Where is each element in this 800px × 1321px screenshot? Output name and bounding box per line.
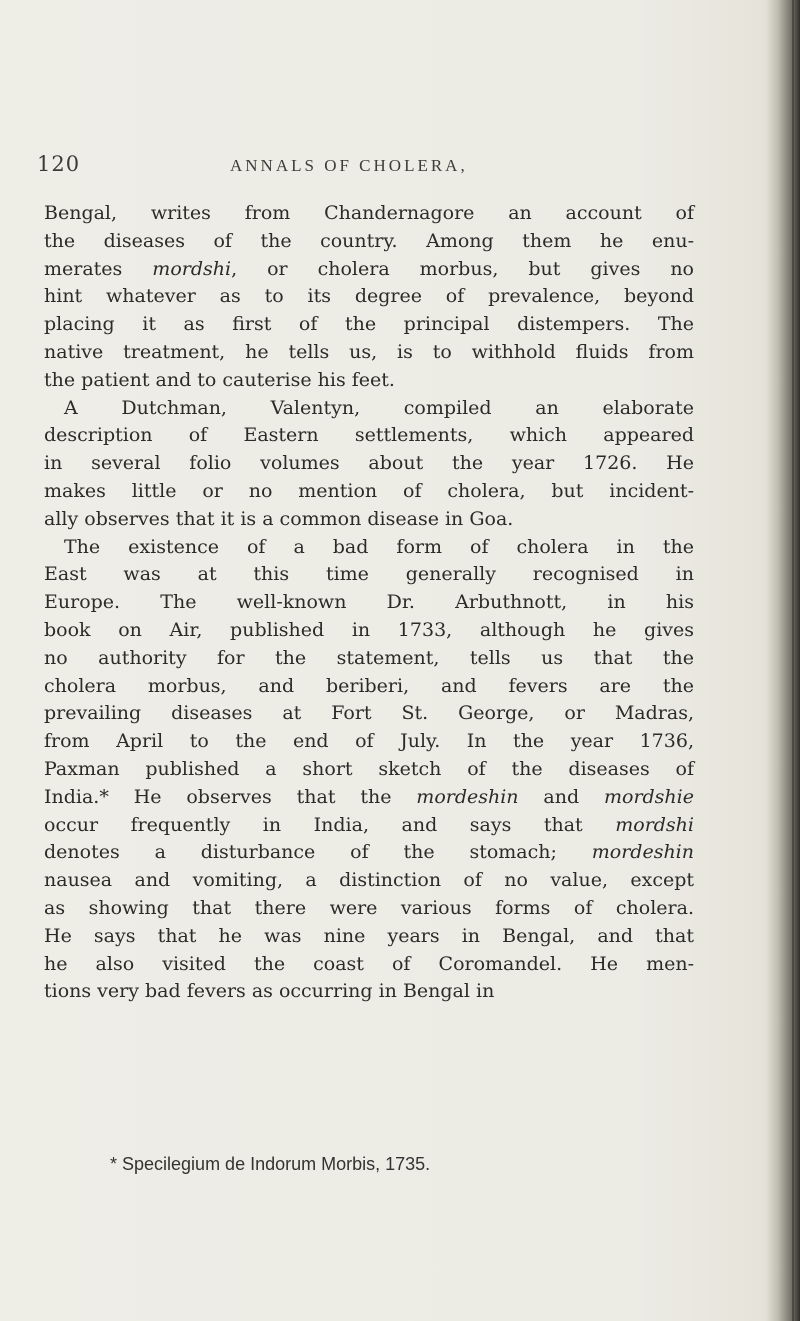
text-line: A Dutchman, Valentyn, compiled an elaborate — [64, 396, 694, 419]
text-line: in several folio volumes about the year 1726. He — [44, 452, 694, 475]
text-line: merates mordshi, or cholera morbus, but gives no — [44, 257, 694, 280]
text-line: East was at this time generally recognised in — [44, 563, 694, 586]
text-line: nausea and vomiting, a distinction of no value, except — [44, 869, 694, 892]
text-line: from April to the end of July. In the year 1736, — [44, 730, 694, 753]
text-line: placing it as first of the principal distempers. The — [44, 313, 694, 336]
text-line: description of Eastern settlements, which appeared — [44, 424, 694, 447]
text-line: prevailing diseases at Fort St. George, or Madras, — [44, 702, 694, 725]
text-line: ally observes that it is a common disease in Goa. — [44, 507, 514, 530]
text-line: Europe. The well-known Dr. Arbuthnott, in his — [44, 591, 694, 614]
page-binding-line — [792, 0, 794, 1321]
text-line: native treatment, he tells us, is to withhold fluids from — [44, 340, 694, 363]
text-line: the patient and to cauterise his feet. — [44, 368, 395, 391]
text-line: he also visited the coast of Coromandel. He men- — [44, 952, 694, 975]
text-line: denotes a disturbance of the stomach; mordeshin — [44, 841, 694, 864]
page-binding-shadow — [766, 0, 800, 1321]
running-title: ANNALS OF CHOLERA, — [230, 156, 468, 175]
text-line: He says that he was nine years in Bengal, and that — [44, 924, 694, 947]
text-line: hint whatever as to its degree of prevalence, beyond — [44, 285, 694, 308]
body-text — [44, 200, 694, 1006]
text-line: Bengal, writes from Chandernagore an account of — [44, 202, 694, 224]
text-line: no authority for the statement, tells us that the — [44, 646, 694, 669]
text-line: book on Air, published in 1733, although he gives — [44, 618, 694, 641]
text-line: Paxman published a short sketch of the diseases of — [44, 757, 694, 780]
text-line: the diseases of the country. Among them he enu- — [44, 229, 694, 252]
footnote: * Specilegium de Indorum Morbis, 1735. — [110, 1154, 431, 1174]
text-line: cholera morbus, and beriberi, and fevers are the — [44, 674, 694, 697]
text-line: tions very bad fevers as occurring in Bengal in — [44, 980, 495, 1003]
page-number: 120 — [37, 152, 81, 176]
text-line: occur frequently in India, and says that mordshi — [44, 813, 694, 836]
text-line: as showing that there were various forms of cholera. — [44, 896, 694, 919]
text-line: The existence of a bad form of cholera in the — [64, 535, 694, 558]
text-line: makes little or no mention of cholera, but incident- — [44, 479, 694, 502]
text-line: India.* He observes that the mordeshin and mordshie — [44, 785, 694, 808]
